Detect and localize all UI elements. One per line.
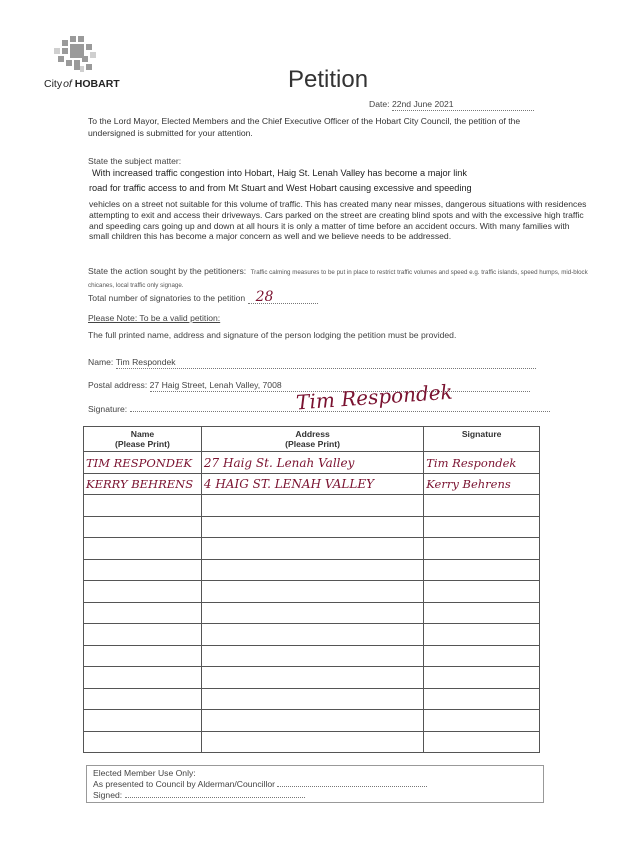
- row-address-cell: [201, 473, 423, 495]
- logo-city-text: City: [44, 78, 63, 90]
- date-label: Date:: [369, 99, 390, 109]
- row-signature-cell: [424, 710, 540, 732]
- row-address-cell: [201, 624, 423, 646]
- row-signature-cell: [424, 495, 540, 517]
- subject-label: State the subject matter:: [88, 156, 182, 166]
- action-label: State the action sought by the petitioners:: [88, 266, 247, 276]
- row-name-cell: [84, 516, 202, 538]
- row-name: KERRY BEHRENS: [86, 477, 194, 492]
- row-name: TIM RESPONDEK: [86, 455, 193, 470]
- row-address-cell: [201, 602, 423, 624]
- table-row: [84, 667, 540, 689]
- presented-by-line: [277, 786, 427, 787]
- row-name-cell: [84, 731, 202, 753]
- table-row: [84, 538, 540, 560]
- table-row: [84, 581, 540, 603]
- row-signature-cell: [424, 688, 540, 710]
- row-name-cell: [84, 688, 202, 710]
- row-address-cell: [201, 645, 423, 667]
- row-name-cell: [84, 473, 202, 495]
- postal-address-value: 27 Haig Street, Lenah Valley, 7008: [150, 380, 530, 392]
- logo-of-text: of: [63, 78, 72, 90]
- row-address-cell: [201, 452, 423, 474]
- row-signature: Tim Respondek: [426, 455, 517, 470]
- table-row: [84, 516, 540, 538]
- intro-text: To the Lord Mayor, Elected Members and the Chief Executive Officer of the Hobart City Council, the petition of the undersigned is submitted for your attention.: [88, 116, 521, 138]
- row-signature-cell: [424, 731, 540, 753]
- row-name-cell: [84, 667, 202, 689]
- note-heading: Please Note: To be a valid petition:: [88, 313, 221, 323]
- table-header-row: [84, 427, 540, 452]
- row-name-cell: [84, 559, 202, 581]
- city-of-hobart-logo: [44, 34, 119, 94]
- row-name-cell: [84, 624, 202, 646]
- table-row: [84, 559, 540, 581]
- address-column-header: Address (Please Print): [201, 427, 423, 452]
- page-title: Petition: [288, 66, 369, 93]
- row-signature-cell: [424, 624, 540, 646]
- row-address-cell: [201, 731, 423, 753]
- row-signature-cell: [424, 645, 540, 667]
- row-signature-cell: [424, 581, 540, 603]
- row-signature-cell: [424, 538, 540, 560]
- row-address-cell: [201, 688, 423, 710]
- name-label: Name:: [88, 357, 114, 367]
- row-address: 27 Haig St. Lenah Valley: [203, 455, 355, 470]
- row-address-cell: [201, 559, 423, 581]
- row-name-cell: [84, 495, 202, 517]
- row-signature-cell: [424, 602, 540, 624]
- row-signature-cell: [424, 473, 540, 495]
- row-signature-cell: [424, 667, 540, 689]
- subject-line-3: vehicles on a street not suitable for this volume of traffic. This has created many near misses, dangerous situations with residences attempting to exit and access their driveways. Cars parked on the street are creating blind spots and with the excessive high traffic and speeding cars going up and down at all hours it is only a matter of time before an accident occurs. With many families with small children this has become a major concern as well and we believe needs to be addressed.: [89, 199, 587, 242]
- table-row: [84, 602, 540, 624]
- row-address-cell: [201, 667, 423, 689]
- table-row: [84, 688, 540, 710]
- row-name-cell: [84, 602, 202, 624]
- date-value: 22nd June 2021: [392, 99, 534, 111]
- row-signature-cell: [424, 559, 540, 581]
- signed-label: Signed:: [93, 790, 123, 800]
- row-address-cell: [201, 710, 423, 732]
- total-label: Total number of signatories to the petition: [88, 293, 246, 303]
- row-name-cell: [84, 581, 202, 603]
- elected-member-box: [86, 765, 544, 803]
- row-name-cell: [84, 452, 202, 474]
- logo-hobart-text: HOBART: [74, 78, 120, 90]
- subject-line-1: With increased traffic congestion into Hobart, Haig St. Lenah Valley has become a major link: [92, 168, 468, 178]
- table-row: [84, 710, 540, 732]
- row-name-cell: [84, 538, 202, 560]
- logo-mark-icon: [54, 34, 98, 74]
- table-row: [84, 452, 540, 474]
- table-row: [84, 624, 540, 646]
- total-value: 28: [248, 291, 318, 304]
- row-signature: Kerry Behrens: [426, 477, 511, 492]
- table-row: [84, 473, 540, 495]
- note-text: The full printed name, address and signature of the person lodging the petition must be provided.: [88, 330, 457, 340]
- subject-line-2: road for traffic access to and from Mt Stuart and West Hobart causing excessive and speeding: [89, 183, 472, 193]
- elected-member-heading: Elected Member Use Only:: [93, 768, 196, 778]
- table-row: [84, 731, 540, 753]
- row-name-cell: [84, 645, 202, 667]
- row-address-cell: [201, 516, 423, 538]
- name-column-header: Name (Please Print): [84, 427, 202, 452]
- row-signature-cell: [424, 452, 540, 474]
- table-row: [84, 645, 540, 667]
- row-address-cell: [201, 581, 423, 603]
- table-row: [84, 495, 540, 517]
- signature-column-header: Signature: [424, 427, 540, 452]
- row-signature-cell: [424, 516, 540, 538]
- action-text: Traffic calming measures to be put in place to restrict traffic volumes and speed e.g. traffic islands, speed humps, mid-block chicanes, local traffic only signage.: [88, 269, 588, 289]
- postal-address-label: Postal address:: [88, 380, 148, 390]
- row-address: 4 HAIG ST. LENAH VALLEY: [203, 477, 375, 492]
- row-name-cell: [84, 710, 202, 732]
- signature-label: Signature:: [88, 404, 128, 414]
- signed-line: [125, 797, 305, 798]
- signatures-table: [83, 426, 540, 753]
- row-address-cell: [201, 538, 423, 560]
- row-address-cell: [201, 495, 423, 517]
- presented-by-label: As presented to Council by Alderman/Councillor: [93, 779, 275, 789]
- lodger-signature: Tim Respondek: [295, 379, 454, 415]
- name-value: Tim Respondek: [116, 357, 536, 369]
